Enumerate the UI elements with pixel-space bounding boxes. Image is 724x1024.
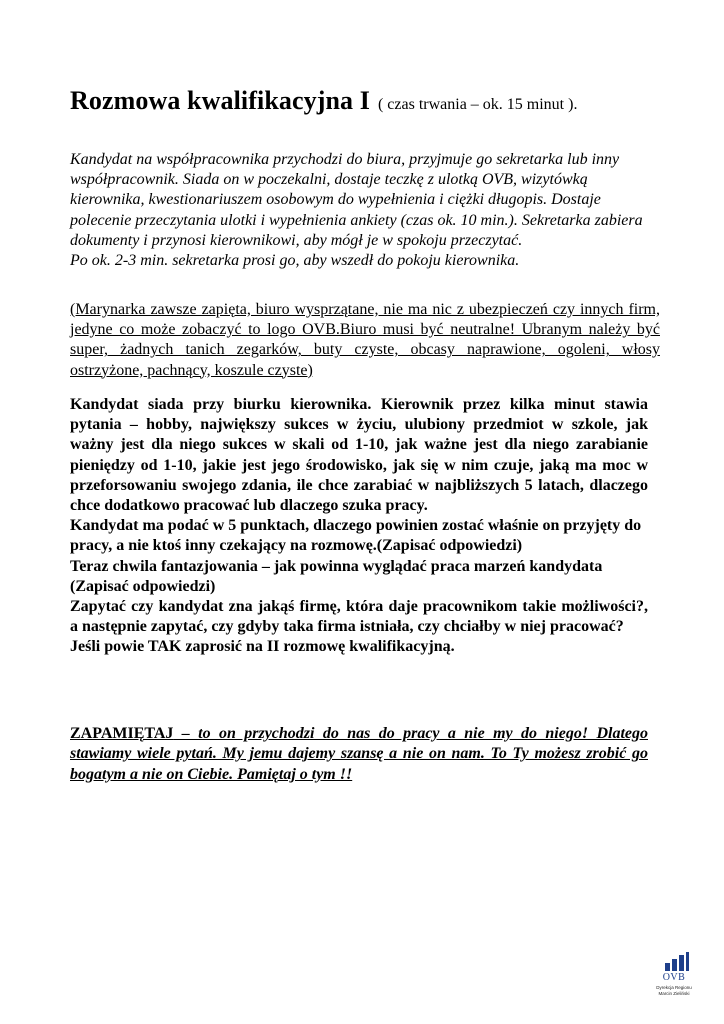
interview-section [70, 395, 648, 658]
logo-caption [648, 985, 700, 997]
title-line [70, 86, 670, 116]
ovb-logo [652, 952, 696, 1012]
page-title: Rozmowa kwalifikacyjna I [70, 86, 370, 115]
intro-paragraph: Kandydat na współpracownika przychodzi do biura, przyjmuje go sekretarka lub inny współpracownik. Siada on w poczekalni, dostaje teczkę z ulotką OVB, wizytówką kierownika, kwestionariuszem osobowym do wypełnienia i ciężki długopis. Dostaje polecenie przeczytania ulotki i wypełnienia ankiety (czas ok. 10 min.). Sekretarka zabiera dokumenty i przynosi kierownikowi, aby mógł je w spokoju przeczytać. [70, 151, 643, 249]
logo-caption-line1: Dyrekcja Regionu [656, 985, 692, 990]
remember-note [70, 724, 648, 785]
bar-chart-icon [652, 952, 696, 972]
remember-text: – to on przychodzi do nas do pracy a nie my do niego! Dlatego stawiamy wiele pytań. My jemu dajemy szansę a nie on nam. To Ty możesz zrobić go bogatym a nie on Ciebie. Pamiętaj o tym !! [70, 725, 648, 783]
logo-brand: OVB [662, 972, 686, 983]
company-question: Zapytać czy kandydat zna jakąś firmę, która daje pracownikom takie możliwości?, a następnie zapytać, czy gdyby taka firma istniała, czy chciałby w niej pracować? [70, 598, 648, 636]
intro-followup: Po ok. 2-3 min. sekretarka prosi go, aby wszedł do pokoju kierownika. [70, 252, 520, 270]
dream-job-instruction: Teraz chwila fantazjowania – jak powinna wyglądać praca marzeń kandydata (Zapisać odpowiedzi) [70, 557, 603, 595]
logo-caption-line2: Marcin Zieliński [658, 991, 690, 996]
intro-section [70, 150, 660, 271]
duration-note: ( czas trwania – ok. 15 minut ). [377, 96, 578, 113]
remember-label: ZAPAMIĘTAJ [70, 725, 174, 742]
five-points-instruction: Kandydat ma podać w 5 punktach, dlaczego powinien zostać właśnie on przyjęty do pracy, a nie ktoś inny czekający na rozmowę.(Zapisać odpowiedzi) [70, 517, 642, 555]
dress-code-note: (Marynarka zawsze zapięta, biuro wysprzątane, nie ma nic z ubezpieczeń czy innych firm, jedyne co może zobaczyć to logo OVB.Biuro musi być neutralne! Ubranym należy być super, żadnych tanich zegarków, buty czyste, obcasy naprawione, ogoleni, włosy ostrzyżone, pachnący, koszule czyste) [70, 301, 660, 379]
interview-paragraph: Kandydat siada przy biurku kierownika. Kierownik przez kilka minut stawia pytania – hobby, największy sukces w życiu, ulubiony przedmiot w szkole, jak ważny jest dla niego sukces w skali od 1-10, jak ważne jest dla niego zarabianie pieniędzy od 1-10, jakie jest jego środowisko, jak się w nim czuje, jaką ma moc w przeforsowaniu swojego zdania, ile chce zarabiać w najbliższych 5 latach, dlaczego chce dodatkowo pracować lub dlaczego szuka pracy. [70, 396, 648, 515]
invite-instruction: Jeśli powie TAK zaprosić na II rozmowę kwalifikacyjną. [70, 638, 455, 656]
